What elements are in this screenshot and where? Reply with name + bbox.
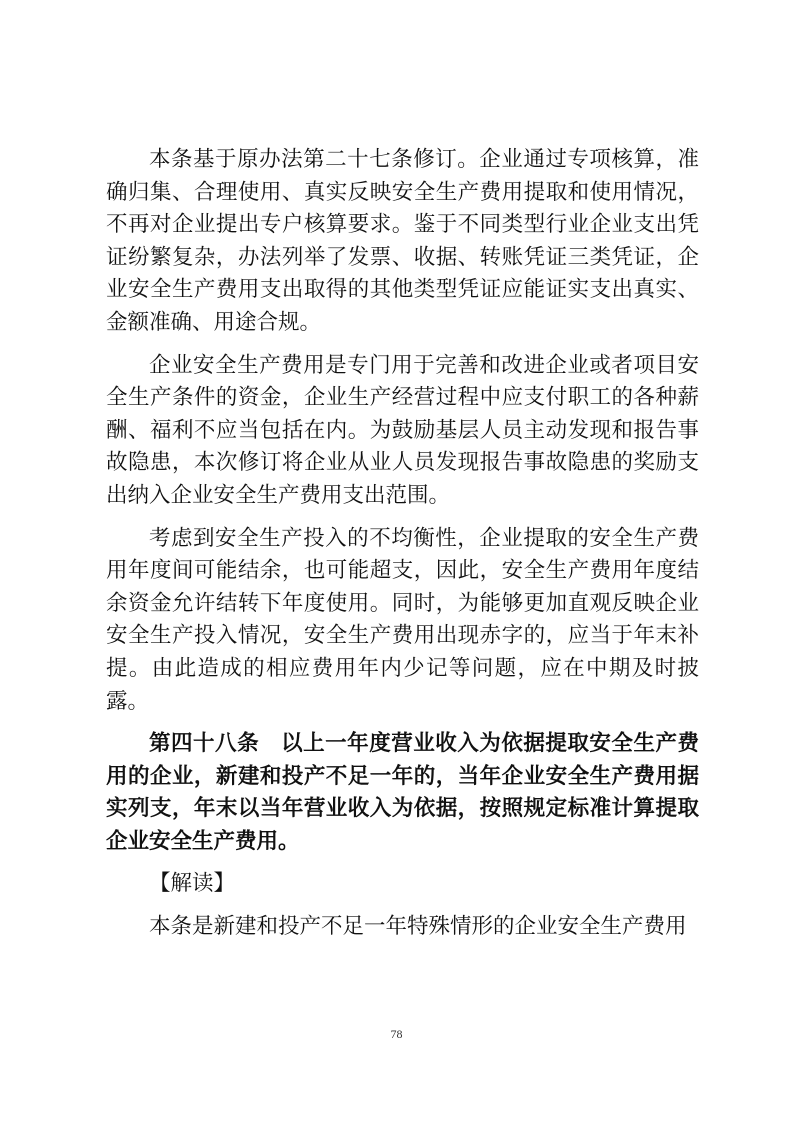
paragraph-carryover: 考虑到安全生产投入的不均衡性，企业提取的安全生产费用年度间可能结余，也可能超支，因此，安全生产费用年度结余资金允许结转下年度使用。同时，为能够更加直观反映企业安全生产投入情况，安全生产费用出现赤字的，应当于年末补提。由此造成的相应费用年内少记等问题，应在中期及时披露。	[106, 525, 699, 714]
document-body	[106, 144, 699, 944]
interpretation-heading: 【解读】	[149, 871, 236, 897]
paragraph-interpretation: 本条是新建和投产不足一年特殊情形的企业安全生产费用	[149, 914, 687, 940]
article-48: 第四十八条 以上一年度营业收入为依据提取安全生产费用的企业，新建和投产不足一年的，当年企业安全生产费用据实列支，年末以当年营业收入为依据，按照规定标准计算提取企业安全生产费用。	[106, 731, 699, 854]
paragraph-cost-scope: 企业安全生产费用是专门用于完善和改进企业或者项目安全生产条件的资金，企业生产经营过程中应支付职工的各种薪酬、福利不应当包括在内。为鼓励基层人员主动发现和报告事故隐患，本次修订将企业从业人员发现报告事故隐患的奖励支出纳入企业安全生产费用支出范围。	[106, 352, 699, 508]
paragraph-audit-basis: 本条基于原办法第二十七条修订。企业通过专项核算，准确归集、合理使用、真实反映安全生产费用提取和使用情况，不再对企业提出专户核算要求。鉴于不同类型行业企业支出凭证纷繁复杂，办法列举了发票、收据、转账凭证三类凭证，企业安全生产费用支出取得的其他类型凭证应能证实支出真实、金额准确、用途合规。	[106, 147, 699, 335]
page-number: 78	[390, 1027, 403, 1041]
